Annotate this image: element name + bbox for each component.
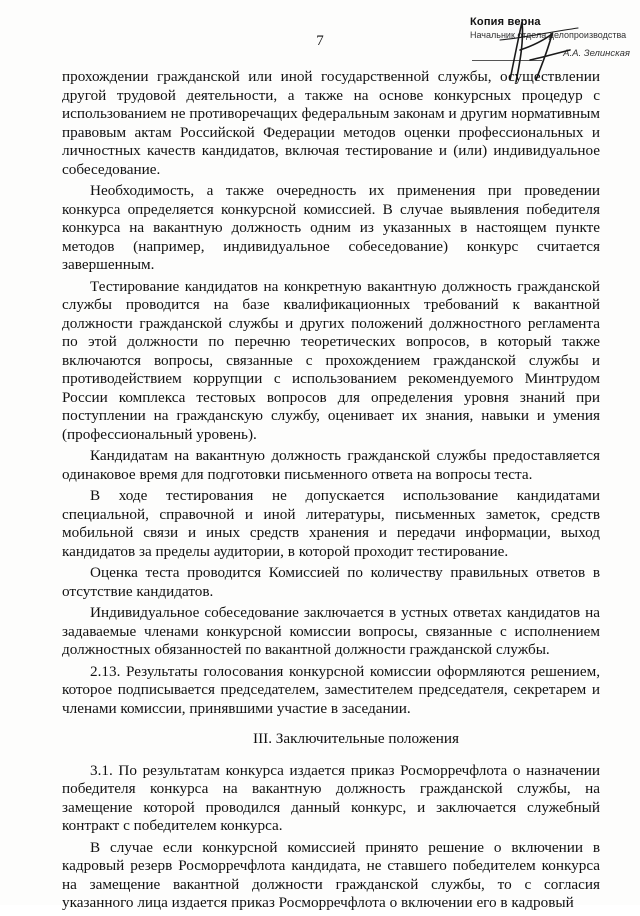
body-paragraph-3: Тестирование кандидатов на конкретную вакантную должность гражданской службы проводится на базе квалификационных требований к вакантной должности гражданской службы и других положений должностного регламента по этой должности по перечню теоретических вопросов, в который также включаются вопросы, связанные с прохождением гражданской службы и противодействием коррупции с использованием рекомендуемого Минтрудом России комплекса тестовых вопросов для определения уровня знаний при поступлении на гражданскую службу, оценивает их знания, навыки и умения (профессиональный уровень). xyxy=(62,277,600,443)
stamp-name: А.А. Зелинская xyxy=(563,48,630,59)
stamp-position: Начальник отдела делопроизводства xyxy=(470,30,627,40)
body-paragraph-2: Необходимость, а также очередность их применения при проведении конкурса определяется конкурсной комиссией. В случае выявления победителя конкурса на вакантную должность одним из указанных в настоящем пункте методов (например, индивидуальное собеседование) конкурс считается завершенным. xyxy=(62,182,600,273)
document-body xyxy=(62,68,600,916)
page-number: 7 xyxy=(316,33,324,49)
body-paragraph-1: прохождении гражданской или иной государственной службы, осуществлении другой трудовой деятельности, а также на основе конкурсных процедур с использованием не противоречащих федеральным законам и другим нормативным правовым актам Российской Федерации методов оценки профессиональных и личностных качеств кандидатов, включая тестирование и (или) индивидуальное собеседование. xyxy=(62,68,600,178)
body-paragraph-5: В ходе тестирования не допускается использование кандидатами специальной, справочной и иной литературы, письменных заметок, средств мобильной связи и иных средств хранения и передачи информации, выход кандидатов за пределы аудитории, в которой проходит тестирование. xyxy=(62,487,600,560)
body-paragraph-4: Кандидатам на вакантную должность гражданской службы предоставляется одинаковое время для подготовки письменного ответа на вопросы теста. xyxy=(62,447,600,483)
body-paragraph-8: 2.13. Результаты голосования конкурсной комиссии оформляются решением, которое подписывается председателем, заместителем председателя, секретарем и членами комиссии, принявшими участие в заседании. xyxy=(62,662,600,717)
body-paragraph-7: Индивидуальное собеседование заключается в устных ответах кандидатов на задаваемые членами конкурсной комиссии вопросы, связанные с исполнением должностных обязанностей по вакантной должности гражданской службы. xyxy=(62,604,600,658)
section-paragraph-2: В случае если конкурсной комиссией принято решение о включении в кадровый резерв Росморречфлота кандидата, не ставшего победителем конкурса на замещение вакантной должности гражданской службы, то с согласия указанного лица издается приказ Росморречфлота о включении его в кадровый xyxy=(62,838,600,911)
section-paragraph-1: 3.1. По результатам конкурса издается приказ Росморречфлота о назначении победителя конкурса на вакантную должность гражданской службы, на замещение которой проводился данный конкурс, и заключается служебный контракт с победителем конкурса. xyxy=(62,761,600,834)
section-heading: III. Заключительные положения xyxy=(253,730,459,747)
stamp-title: Копия верна xyxy=(470,16,541,28)
body-paragraph-6: Оценка теста проводится Комиссией по количеству правильных ответов в отсутствие кандидатов. xyxy=(62,564,600,600)
